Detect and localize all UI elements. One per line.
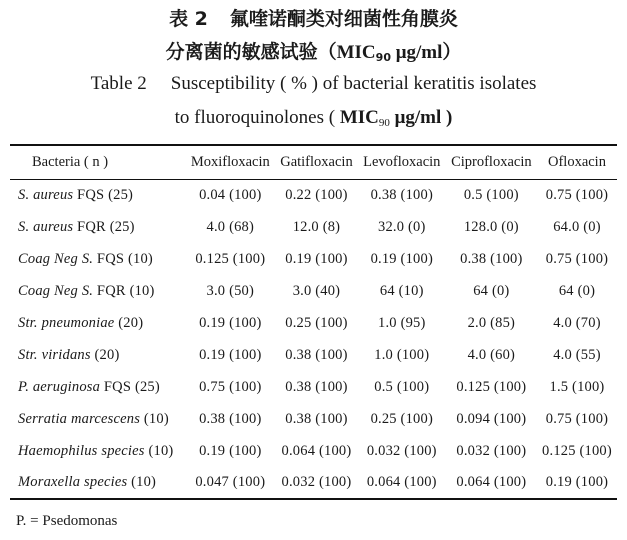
organism-group-count: FQS (10) [93,250,153,267]
mic-value-cell: 64.0 (0) [553,218,601,235]
caption-zh-mic: MIC [336,42,376,63]
mic-value-cell: 0.25 (100) [285,314,348,331]
column-header-ciprofloxacin: Ciprofloxacin [451,153,532,170]
organism-name: Serratia marcescens [18,410,141,427]
mic-value-cell: 64 (0) [473,282,510,299]
organism-group-count: (20) [90,346,120,363]
caption-en-line2-prefix: to fluoroquinolones ( [174,107,340,128]
organism-name: Moraxella species [18,474,128,490]
mic-value-cell: 0.38 (100) [285,346,348,363]
mic-value-cell: 0.19 (100) [545,474,609,490]
organism-name: S. aureus [18,218,74,235]
organism-group-count: FQR (25) [73,218,135,235]
mic-value-cell: 0.19 (100) [370,250,433,267]
mic-value-cell: 4.0 (68) [206,218,255,235]
organism-name: Str. pneumoniae [18,314,115,331]
table-number-title-zh [0,4,627,31]
caption-zh-line1: 氟喹诺酮类对细菌性角膜炎 [229,8,458,30]
bacteria-cell [10,467,186,499]
susceptibility-table [10,144,617,500]
caption-en-line2 [0,107,627,129]
mic-value-cell: 1.5 (100) [549,378,605,395]
mic-value-cell: 32.0 (0) [378,218,426,235]
bacteria-cell [10,243,186,275]
table-number-zh: 表 2 [169,8,208,30]
mic-value-cell: 0.047 (100) [195,474,266,490]
mic-value-cell: 0.064 (100) [366,474,437,490]
mic-value-cell: 4.0 (55) [553,346,601,363]
mic-value-cell: 0.5 (100) [374,378,430,395]
table-row [10,371,617,403]
table-row [10,403,617,435]
caption-zh-line2-suffix: μg/ml） [390,42,462,63]
caption-en-mic-subscript: 90 [378,117,390,129]
mic-value-cell: 3.0 (40) [292,282,341,299]
mic-value-cell: 0.094 (100) [456,410,527,427]
mic-value-cell: 0.75 (100) [545,410,609,427]
mic-value-cell: 64 (0) [558,282,596,299]
mic-value-cell: 128.0 (0) [463,218,519,235]
mic-value-cell: 0.22 (100) [285,186,348,203]
mic-value-cell: 0.75 (100) [545,186,609,203]
mic-value-cell: 0.38 (100) [460,250,523,267]
column-header-moxifloxacin: Moxifloxacin [190,153,270,170]
table-row [10,435,617,467]
organism-group-count: (10) [144,442,174,459]
organism-group-count: FQS (25) [73,186,134,203]
mic-value-cell: 0.064 (100) [281,442,352,459]
mic-value-cell: 0.125 (100) [542,442,612,459]
column-header-levofloxacin: Levofloxacin [363,153,441,170]
organism-group-count: (20) [114,314,144,331]
mic-value-cell: 3.0 (50) [206,282,255,299]
mic-value-cell: 0.032 (100) [366,442,437,459]
organism-group-count: (10) [140,410,169,427]
table-row [10,243,617,275]
mic-value-cell: 2.0 (85) [467,314,516,331]
table-row [10,339,617,371]
mic-value-cell: 0.38 (100) [285,378,348,395]
mic-value-cell: 0.75 (100) [545,250,609,267]
table-number-en: Table 2 [90,73,147,94]
mic-value-cell: 0.032 (100) [456,442,527,459]
mic-value-cell: 0.38 (100) [285,410,348,427]
mic-value-cell: 0.38 (100) [370,186,433,203]
column-header-gatifloxacin: Gatifloxacin [280,153,353,170]
caption-zh-mic-subscript: 90 [375,51,391,64]
bacteria-cell [10,339,186,371]
mic-value-cell: 12.0 (8) [292,218,341,235]
bacteria-cell [10,275,186,307]
mic-value-cell: 4.0 (60) [467,346,516,363]
mic-value-cell: 0.125 (100) [456,378,527,395]
organism-name: Coag Neg S. [18,250,94,267]
bacteria-cell [10,179,186,211]
organism-name: Str. viridans [18,346,91,363]
column-header-bacteria: Bacteria ( n ) [32,153,109,170]
mic-value-cell: 0.19 (100) [285,250,348,267]
table-row [10,211,617,243]
table-body [10,179,617,499]
organism-name: S. aureus [18,186,74,203]
mic-value-cell: 64 (10) [379,282,424,299]
mic-value-cell: 1.0 (95) [378,314,426,331]
mic-value-cell: 0.38 (100) [199,410,262,427]
table-row [10,467,617,499]
mic-value-cell: 0.064 (100) [456,474,527,490]
caption-en-line1 [0,73,627,95]
mic-value-cell: 4.0 (70) [553,314,601,331]
organism-name: P. aeruginosa [18,378,101,395]
table-row [10,307,617,339]
caption-en-line1-text: Susceptibility ( % ) of bacterial keratitis isolates [170,73,537,94]
footnote: P. = Psedomonas [16,513,118,529]
mic-value-cell: 0.032 (100) [281,474,352,490]
mic-value-cell: 0.125 (100) [195,250,266,267]
bacteria-cell [10,435,186,467]
mic-value-cell: 0.19 (100) [199,442,262,459]
table-row [10,179,617,211]
bacteria-cell [10,211,186,243]
column-header-ofloxacin: Ofloxacin [547,153,606,170]
bacteria-cell [10,403,186,435]
organism-group-count: (10) [127,474,157,490]
bacteria-cell [10,307,186,339]
mic-value-cell: 0.25 (100) [370,410,433,427]
organism-group-count: FQS (25) [100,378,160,395]
mic-value-cell: 0.5 (100) [463,186,519,203]
mic-value-cell: 1.0 (100) [374,346,430,363]
organism-name: Haemophilus species [18,442,145,459]
mic-value-cell: 0.19 (100) [199,314,262,331]
mic-value-cell: 0.19 (100) [199,346,262,363]
organism-name: Coag Neg S. [18,282,94,299]
caption-en-mic: MIC [339,107,379,128]
organism-group-count: FQR (10) [93,282,155,299]
mic-value-cell: 0.04 (100) [199,186,262,203]
caption-en-line2-suffix: μg/ml ) [389,107,453,128]
mic-value-cell: 0.75 (100) [199,378,262,395]
caption-zh-line2 [0,37,627,64]
bacteria-cell [10,371,186,403]
caption-zh-line2-prefix: 分离菌的敏感试验（ [165,41,337,63]
table-header-row [10,145,617,179]
table-row [10,275,617,307]
